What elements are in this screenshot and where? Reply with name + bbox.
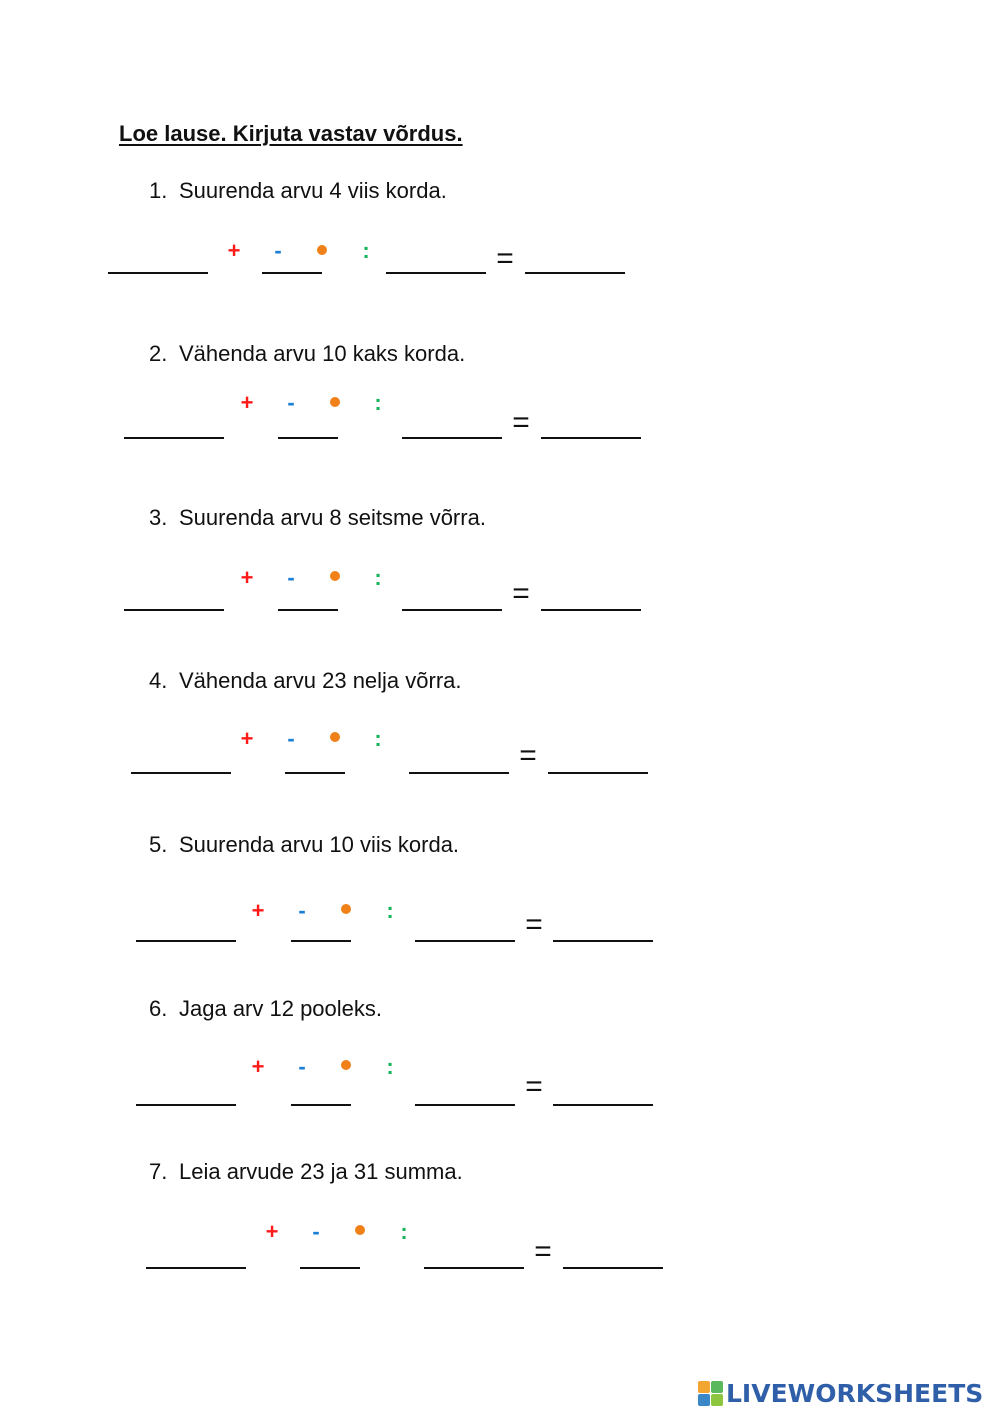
multiply-dot-operator[interactable] — [341, 904, 351, 914]
question-item — [0, 832, 1000, 952]
question-item — [0, 178, 1000, 298]
second-number-blank[interactable] — [415, 1104, 515, 1106]
equation-row — [0, 178, 1000, 278]
worksheet-title: Loe lause. Kirjuta vastav võrdus. — [119, 121, 463, 146]
operator-blank[interactable] — [262, 272, 322, 274]
plus-operator[interactable]: + — [251, 1054, 265, 1079]
operator-blank[interactable] — [300, 1267, 360, 1269]
minus-operator[interactable]: - — [287, 565, 295, 590]
question-number: 4. — [149, 668, 168, 693]
minus-operator[interactable]: - — [298, 898, 306, 923]
operator-blank[interactable] — [291, 1104, 351, 1106]
logo-squares-icon — [698, 1381, 723, 1406]
question-number: 2. — [149, 341, 168, 366]
multiply-dot-operator[interactable] — [317, 245, 327, 255]
first-number-blank[interactable] — [136, 940, 236, 942]
equation-row — [0, 996, 1000, 1103]
second-number-blank[interactable] — [415, 940, 515, 942]
second-number-blank[interactable] — [409, 772, 509, 774]
equation-row — [0, 341, 1000, 441]
plus-operator[interactable]: + — [240, 390, 254, 415]
question-sentence: Suurenda arvu 8 seitsme võrra. — [179, 505, 486, 530]
divide-colon-operator[interactable]: : — [386, 898, 394, 923]
equals-sign: = — [525, 1070, 543, 1103]
equation-row — [0, 1159, 1000, 1268]
second-number-blank[interactable] — [424, 1267, 524, 1269]
multiply-dot-operator[interactable] — [355, 1225, 365, 1235]
plus-operator[interactable]: + — [227, 238, 241, 263]
divide-colon-operator[interactable]: : — [374, 726, 382, 751]
equation-row — [0, 832, 1000, 941]
question-number: 5. — [149, 832, 168, 857]
question-item — [0, 668, 1000, 788]
result-blank[interactable] — [563, 1267, 663, 1269]
first-number-blank[interactable] — [131, 772, 231, 774]
multiply-dot-operator[interactable] — [330, 732, 340, 742]
question-item — [0, 505, 1000, 625]
equation-row — [0, 668, 1000, 772]
minus-operator[interactable]: - — [274, 238, 282, 263]
equals-sign: = — [525, 908, 543, 941]
logo-text: LIVEWORKSHEETS — [726, 1378, 984, 1408]
operator-blank[interactable] — [291, 940, 351, 942]
operator-blank[interactable] — [278, 609, 338, 611]
plus-operator[interactable]: + — [265, 1219, 279, 1244]
question-number: 6. — [149, 996, 168, 1021]
equals-sign: = — [534, 1235, 552, 1268]
minus-operator[interactable]: - — [312, 1219, 320, 1244]
divide-colon-operator[interactable]: : — [400, 1219, 408, 1244]
question-number: 7. — [149, 1159, 168, 1184]
plus-operator[interactable]: + — [240, 565, 254, 590]
operator-blank[interactable] — [285, 772, 345, 774]
question-item — [0, 996, 1000, 1116]
multiply-dot-operator[interactable] — [330, 571, 340, 581]
equation-row — [0, 505, 1000, 610]
question-sentence: Suurenda arvu 10 viis korda. — [179, 832, 460, 857]
equals-sign: = — [512, 577, 530, 610]
equals-sign: = — [519, 739, 537, 772]
first-number-blank[interactable] — [136, 1104, 236, 1106]
plus-operator[interactable]: + — [240, 726, 254, 751]
divide-colon-operator[interactable]: : — [374, 565, 382, 590]
equals-sign: = — [496, 242, 514, 275]
result-blank[interactable] — [553, 940, 653, 942]
question-sentence: Leia arvude 23 ja 31 summa. — [179, 1159, 463, 1184]
result-blank[interactable] — [541, 437, 641, 439]
divide-colon-operator[interactable]: : — [362, 238, 370, 263]
question-sentence: Jaga arv 12 pooleks. — [179, 996, 383, 1021]
first-number-blank[interactable] — [146, 1267, 246, 1269]
divide-colon-operator[interactable]: : — [374, 390, 382, 415]
first-number-blank[interactable] — [124, 609, 224, 611]
minus-operator[interactable]: - — [298, 1054, 306, 1079]
minus-operator[interactable]: - — [287, 390, 295, 415]
equals-sign: = — [512, 406, 530, 439]
result-blank[interactable] — [525, 272, 625, 274]
second-number-blank[interactable] — [402, 609, 502, 611]
first-number-blank[interactable] — [124, 437, 224, 439]
question-item — [0, 1159, 1000, 1279]
operator-blank[interactable] — [278, 437, 338, 439]
result-blank[interactable] — [548, 772, 648, 774]
multiply-dot-operator[interactable] — [330, 397, 340, 407]
question-number: 3. — [149, 505, 168, 530]
minus-operator[interactable]: - — [287, 726, 295, 751]
result-blank[interactable] — [553, 1104, 653, 1106]
question-sentence: Vähenda arvu 23 nelja võrra. — [179, 668, 462, 693]
question-sentence: Suurenda arvu 4 viis korda. — [179, 178, 447, 203]
result-blank[interactable] — [541, 609, 641, 611]
question-item — [0, 341, 1000, 461]
liveworksheets-logo — [698, 1376, 983, 1410]
multiply-dot-operator[interactable] — [341, 1060, 351, 1070]
question-sentence: Vähenda arvu 10 kaks korda. — [179, 341, 466, 366]
plus-operator[interactable]: + — [251, 898, 265, 923]
divide-colon-operator[interactable]: : — [386, 1054, 394, 1079]
second-number-blank[interactable] — [402, 437, 502, 439]
second-number-blank[interactable] — [386, 272, 486, 274]
question-number: 1. — [149, 178, 168, 203]
first-number-blank[interactable] — [108, 272, 208, 274]
